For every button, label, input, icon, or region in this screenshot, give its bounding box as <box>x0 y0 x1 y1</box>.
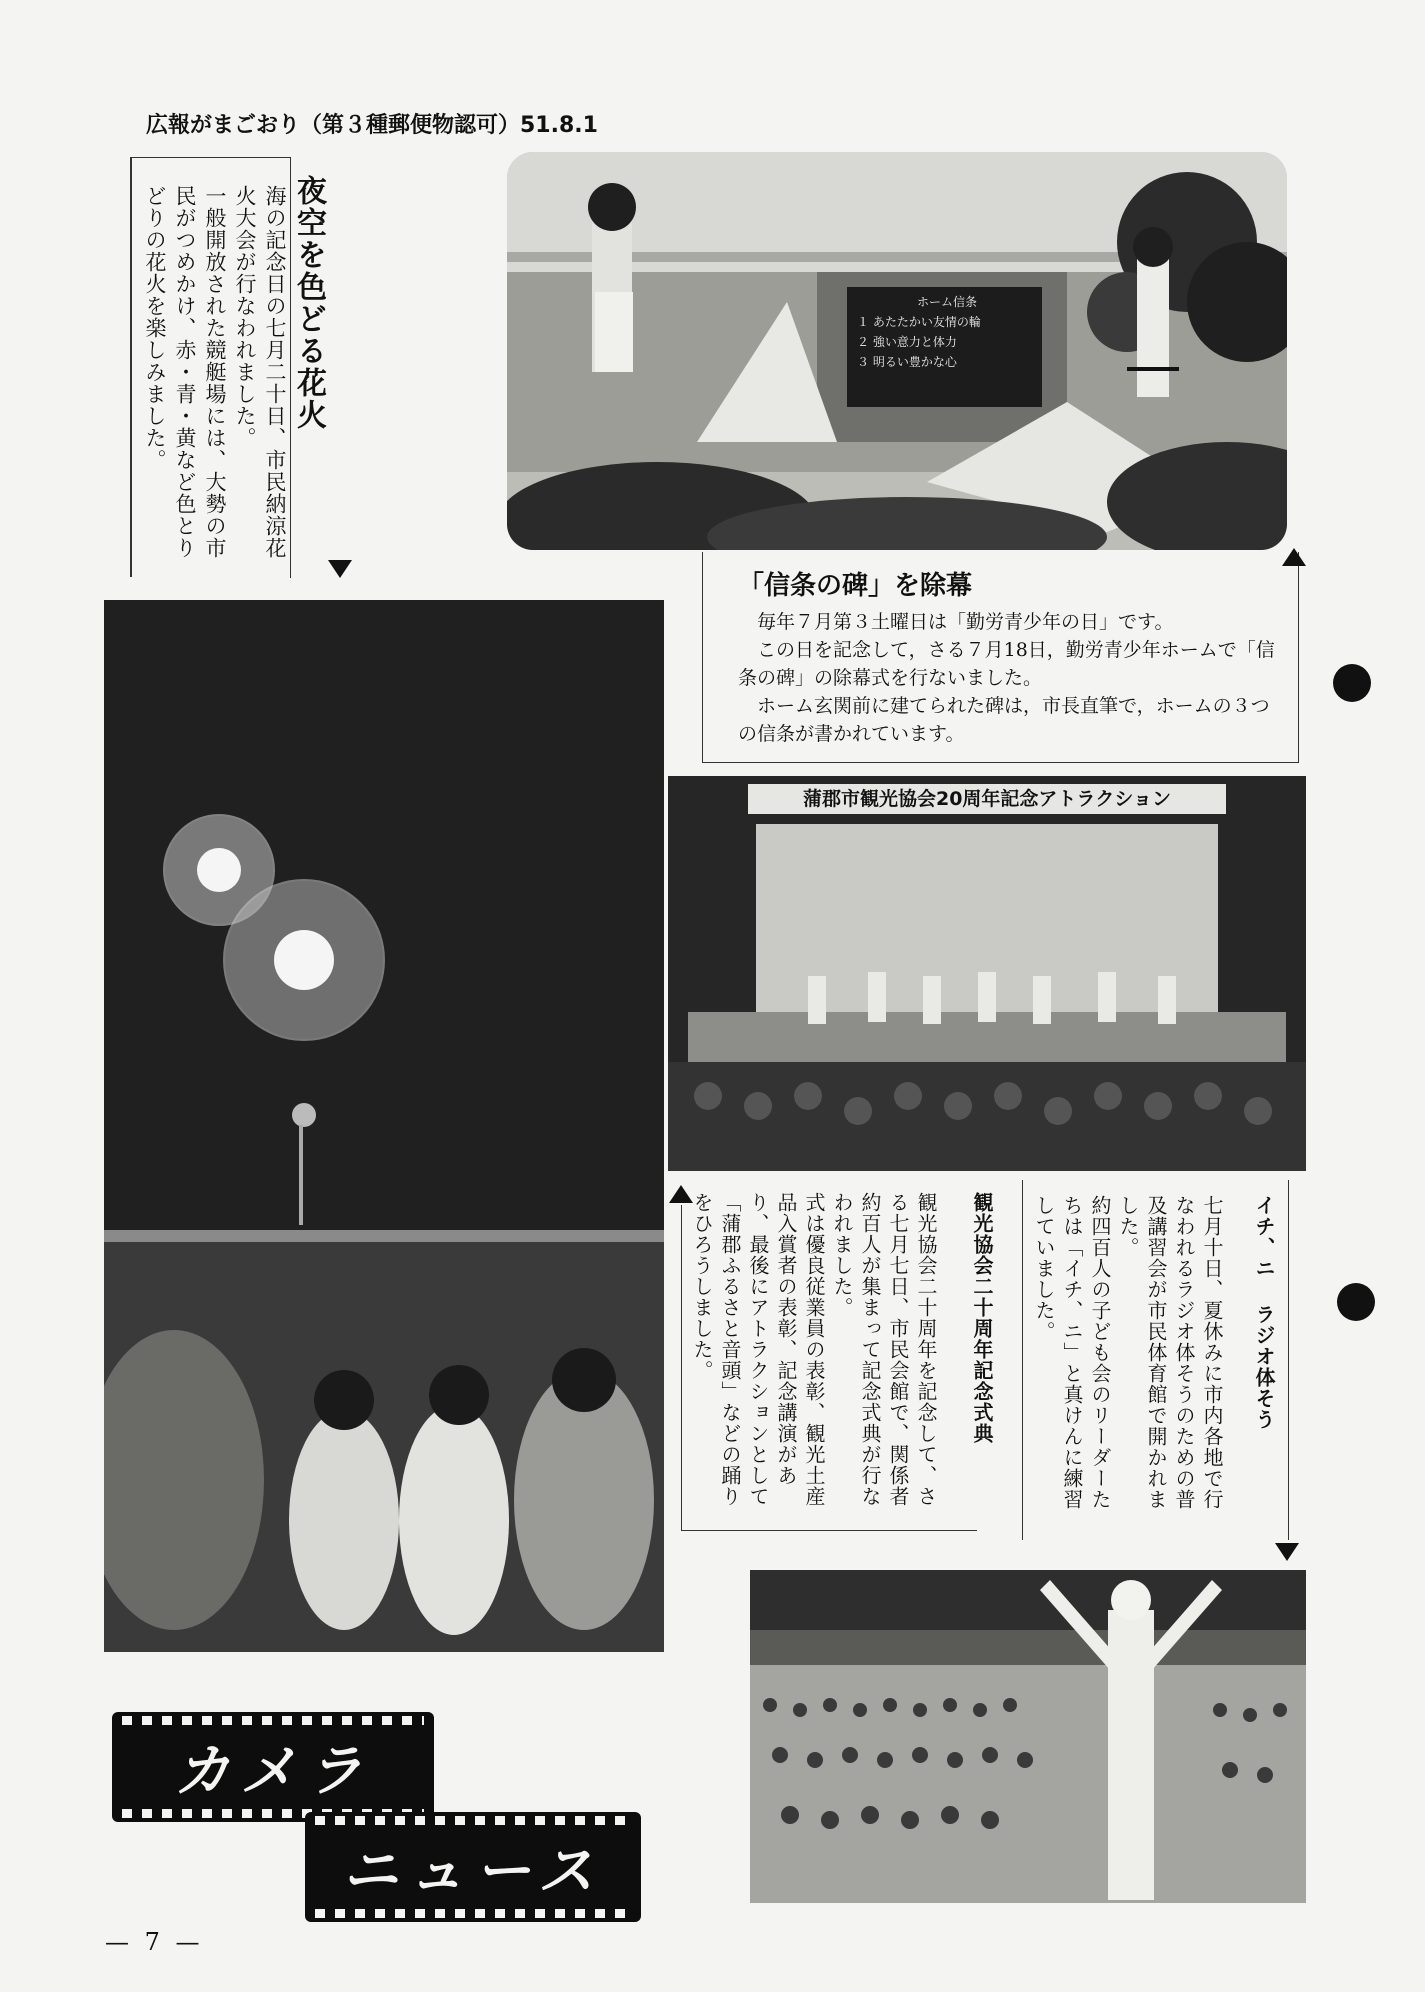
stone-line-3: ３ 明るい豊かな心 <box>857 355 957 369</box>
monument-title: 「信条の碑」を除幕 <box>738 571 973 601</box>
monument-paragraph-3: ホーム玄関前に建てられた碑は，市長直筆で，ホームの３つの信条が書かれています。 <box>738 695 1270 745</box>
decorative-dot-top <box>1333 664 1371 702</box>
monument-paragraph-1: 毎年７月第３土曜日は「勤労青少年の日」です。 <box>757 611 1174 633</box>
monument-paragraph-2: この日を記念して，さる７月18日，勤労青少年ホームで「信条の碑」の除幕式を行ないました。 <box>738 639 1275 689</box>
stone-line-2: ２ 強い意力と体力 <box>857 335 957 349</box>
news-logo-text: ニュース <box>325 1829 621 1905</box>
decorative-dot-bottom <box>1337 1283 1375 1321</box>
fireworks-arrow <box>328 560 352 578</box>
fireworks-body: 海の記念日の七月二十日、市民納涼花火大会が行なわれました。 一般開放された競艇場には、大勢の市民がつめかけ、赤・青・黄など色とりどりの花火を楽しみました。 <box>143 185 287 559</box>
tourism-photo <box>668 776 1306 1171</box>
page-number: — 7 — <box>105 1928 204 1956</box>
tourism-banner: 蒲郡市観光協会20周年記念アトラクション <box>748 784 1226 814</box>
radio-arrow <box>1275 1543 1299 1561</box>
radio-body: 七月十日、夏休みに市内各地で行なわれるラジオ体そうのための普及講習会が市民体育館で開かれました。 約四百人の子ども会のリーダーたちは「イチ、ニ」と真けんに練習していました。 <box>1032 1195 1224 1510</box>
camera-logo-text: カメラ <box>132 1729 414 1805</box>
stone-line-1: １ あたたかい友情の輪 <box>857 315 981 329</box>
page-header: 広報がまごおり（第３種郵便物認可）51.8.1 <box>146 113 598 138</box>
monument-stone-text <box>857 292 1037 372</box>
tourism-body: 観光協会二十周年を記念して、さる七月七日、市民会館で、関係者約百人が集まって記念式典が行なわれました。 式は優良従業員の表彰、観光土産品入賞者の表彰、記念講演があり、最後にアトラクションとして「蒲郡ふるさと音頭」などの踊りをひろうしました。 <box>690 1192 938 1507</box>
monument-arrow <box>1282 548 1306 566</box>
radio-exercise-photo <box>750 1570 1306 1903</box>
tourism-title: 観光協会二十周年記念式典 <box>970 1192 994 1444</box>
fireworks-box-left-rule <box>130 157 132 577</box>
fireworks-title: 夜空を色どる花火 <box>291 175 326 431</box>
monument-photo <box>507 152 1287 550</box>
fireworks-photo <box>104 600 664 1652</box>
news-logo-strip <box>305 1812 641 1922</box>
stone-title: ホーム信条 <box>916 295 977 309</box>
radio-title: イチ、ニ ラジオ体そう <box>1252 1195 1276 1430</box>
monument-body <box>738 608 1278 748</box>
camera-logo-strip <box>112 1712 434 1822</box>
